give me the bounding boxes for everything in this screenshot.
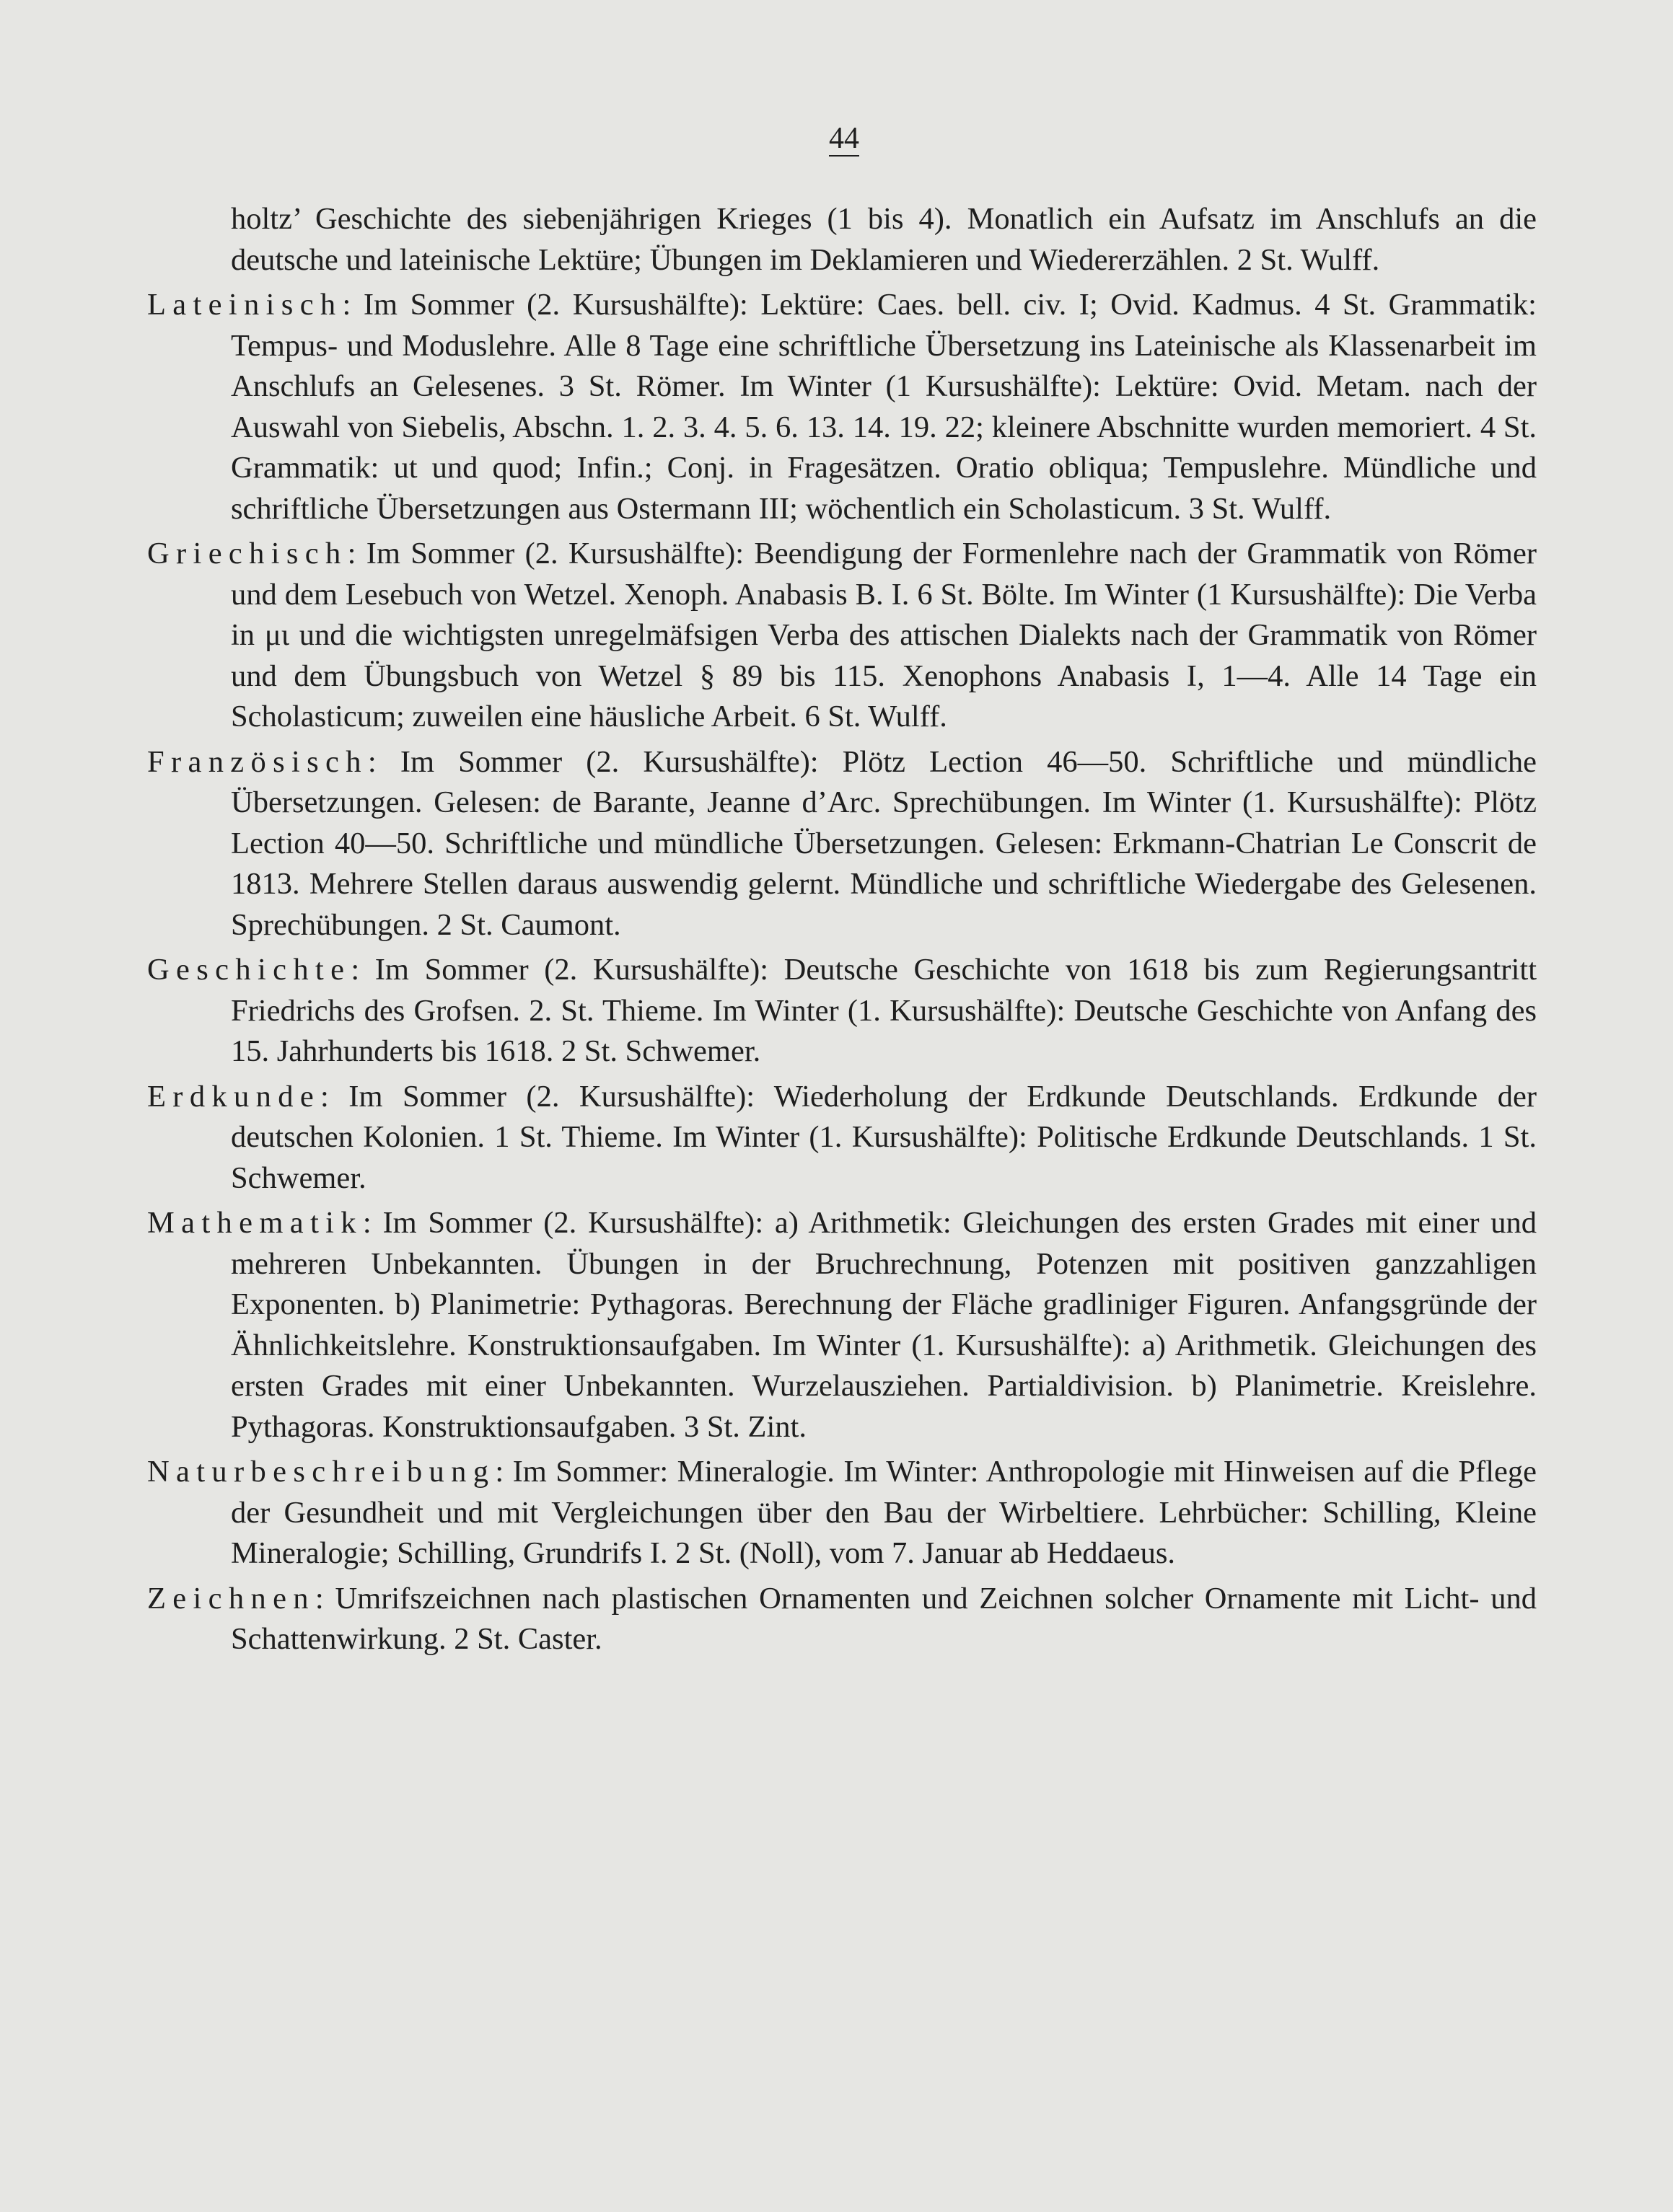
section-mathematik: Mathematik: Im Sommer (2. Kursushälfte): a) Arithmetik: Gleichungen des ersten Grades mit einer und mehreren Unbekannten. Übungen in der Bruchrechnung, Potenzen mit positiven ganzzahligen Exponenten. b) Planimetrie: Pythagoras. Berechnung der Fläche gradliniger Figuren. Anfangsgründe der Ähnlichkeitslehre. Konstruktionsaufgaben. Im Winter (1. Kursushälfte): a) Arithmetik. Gleichungen des ersten Grades mit einer Unbekannten. Wurzelausziehen. Partialdivision. b) Planimetrie. Kreislehre. Pythagoras. Konstruktionsaufgaben. 3 St. Zint. (147, 1206, 1537, 1444)
section-text: Im Sommer (2. Kursushälfte): Lektüre: Caes. bell. civ. I; Ovid. Kadmus. 4 St. Grammatik: Tempus- und Moduslehre. Alle 8 Tage eine schriftliche Übersetzung ins Lateinische als Klassenarbeit im Anschlufs an Gelesenes. 3 St. Römer. Im Winter (1 Kursushälfte): Lektüre: Ovid. Metam. nach der Auswahl von Siebelis, Abschn. 1. 2. 3. 4. 5. 6. 13. 14. 19. 22; kleinere Abschnitte wurden memoriert. 4 St. Grammatik: ut und quod; Infin.; Conj. in Fragesätzen. Oratio obliqua; Tempuslehre. Mündliche und schriftliche Übersetzungen aus Ostermann III; wöchentlich ein Scholasticum. 3 St. Wulff. (231, 288, 1537, 526)
subject-heading: Französisch (147, 744, 368, 779)
section-erdkunde: Erdkunde: Im Sommer (2. Kursushälfte): Wiederholung der Erdkunde Deutschlands. Erdkunde der deutschen Kolonien. 1 St. Thieme. Im Winter (1. Kursushälfte): Politische Erdkunde Deutschlands. 1 St. Schwemer. (147, 1079, 1537, 1195)
subject-heading: Zeichnen (147, 1581, 315, 1616)
section-text: Umrifszeichnen nach plastischen Ornamenten und Zeichnen solcher Ornamente mit Licht- und Schattenwirkung. 2 St. Caster. (231, 1581, 1537, 1656)
section-text: Im Sommer (2. Kursushälfte): a) Arithmetik: Gleichungen des ersten Grades mit einer und mehreren Unbekannten. Übungen in der Bruchrechnung, Potenzen mit positiven ganzzahligen Exponenten. b) Planimetrie: Pythagoras. Berechnung der Fläche gradliniger Figuren. Anfangsgründe der Ähnlichkeitslehre. Konstruktionsaufgaben. Im Winter (1. Kursushälfte): a) Arithmetik. Gleichungen des ersten Grades mit einer Unbekannten. Wurzelausziehen. Partialdivision. b) Planimetrie. Kreislehre. Pythagoras. Konstruktionsaufgaben. 3 St. Zint. (231, 1206, 1537, 1444)
section-geschichte: Geschichte: Im Sommer (2. Kursushälfte): Deutsche Geschichte von 1618 bis zum Regierungsantritt Friedrichs des Grofsen. 2. St. Thieme. Im Winter (1. Kursushälfte): Deutsche Geschichte von Anfang des 15. Jahrhunderts bis 1618. 2 St. Schwemer. (147, 953, 1537, 1068)
section-text: Im Sommer (2. Kursushälfte): Beendigung der Formenlehre nach der Grammatik von Römer und dem Lesebuch von Wetzel. Xenoph. Anabasis B. I. 6 St. Bölte. Im Winter (1 Kursushälfte): Die Verba in μι und die wichtigsten unregelmäfsigen Verba des attischen Dialekts nach der Grammatik von Römer und dem Übungsbuch von Wetzel § 89 bis 115. Xenophons Anabasis I, 1—4. Alle 14 Tage ein Scholasticum; zuweilen eine häusliche Arbeit. 6 St. Wulff. (231, 537, 1537, 733)
intro-paragraph: holtz’ Geschichte des siebenjährigen Krieges (1 bis 4). Monatlich ein Aufsatz im Anschlufs an die deutsche und lateinische Lektüre; Übungen im Deklamieren und Wiedererzählen. 2 St. Wulff. (231, 202, 1537, 277)
subject-heading: Erdkunde (147, 1079, 321, 1114)
section-franzoesisch: Französisch: Im Sommer (2. Kursushälfte): Plötz Lection 46—50. Schriftliche und mündliche Übersetzungen. Gelesen: de Barante, Jeanne d’Arc. Sprechübungen. Im Winter (1. Kursushälfte): Plötz Lection 40—50. Schriftliche und mündliche Übersetzungen. Gelesen: Erkmann-Chatrian Le Conscrit de 1813. Mehrere Stellen daraus auswendig gelernt. Mündliche und schriftliche Wiedergabe des Gelesenen. Sprechübungen. 2 St. Caumont. (147, 744, 1537, 942)
section-text: Im Sommer (2. Kursushälfte): Deutsche Geschichte von 1618 bis zum Regierungsantritt Friedrichs des Grofsen. 2. St. Thieme. Im Winter (1. Kursushälfte): Deutsche Geschichte von Anfang des 15. Jahrhunderts bis 1618. 2 St. Schwemer. (231, 953, 1537, 1068)
page-body (147, 199, 1537, 1665)
section-naturbeschreibung: Naturbeschreibung: Im Sommer: Mineralogie. Im Winter: Anthropologie mit Hinweisen auf die Pflege der Gesundheit und mit Vergleichungen über den Bau der Wirbeltiere. Lehrbücher: Schilling, Kleine Mineralogie; Schilling, Grundrifs I. 2 St. (Noll), vom 7. Januar ab Heddaeus. (147, 1455, 1537, 1570)
subject-heading: Mathematik (147, 1206, 363, 1240)
section-zeichnen: Zeichnen: Umrifszeichnen nach plastischen Ornamenten und Zeichnen solcher Ornamente mit Licht- und Schattenwirkung. 2 St. Caster. (147, 1581, 1537, 1656)
section-text: Im Sommer: Mineralogie. Im Winter: Anthropologie mit Hinweisen auf die Pflege der Gesundheit und mit Vergleichungen über den Bau der Wirbeltiere. Lehrbücher: Schilling, Kleine Mineralogie; Schilling, Grundrifs I. 2 St. (Noll), vom 7. Januar ab Heddaeus. (231, 1455, 1537, 1570)
subject-heading: Lateinisch (147, 288, 343, 322)
subject-heading: Geschichte (147, 953, 351, 987)
section-text: Im Sommer (2. Kursushälfte): Wiederholung der Erdkunde Deutschlands. Erdkunde der deutschen Kolonien. 1 St. Thieme. Im Winter (1. Kursushälfte): Politische Erdkunde Deutschlands. 1 St. Schwemer. (231, 1079, 1537, 1195)
section-griechisch: Griechisch: Im Sommer (2. Kursushälfte): Beendigung der Formenlehre nach der Grammatik von Römer und dem Lesebuch von Wetzel. Xenoph. Anabasis B. I. 6 St. Bölte. Im Winter (1 Kursushälfte): Die Verba in μι und die wichtigsten unregelmäfsigen Verba des attischen Dialekts nach der Grammatik von Römer und dem Übungsbuch von Wetzel § 89 bis 115. Xenophons Anabasis I, 1—4. Alle 14 Tage ein Scholasticum; zuweilen eine häusliche Arbeit. 6 St. Wulff. (147, 537, 1537, 733)
subject-heading: Griechisch (147, 537, 348, 570)
section-text: Im Sommer (2. Kursushälfte): Plötz Lection 46—50. Schriftliche und mündliche Übersetzungen. Gelesen: de Barante, Jeanne d’Arc. Sprechübungen. Im Winter (1. Kursushälfte): Plötz Lection 40—50. Schriftliche und mündliche Übersetzungen. Gelesen: Erkmann-Chatrian Le Conscrit de 1813. Mehrere Stellen daraus auswendig gelernt. Mündliche und schriftliche Wiedergabe des Gelesenen. Sprechübungen. 2 St. Caumont. (231, 744, 1537, 942)
page-number: 44 (829, 122, 859, 155)
section-lateinisch: Lateinisch: Im Sommer (2. Kursushälfte): Lektüre: Caes. bell. civ. I; Ovid. Kadmus. 4 St. Grammatik: Tempus- und Moduslehre. Alle 8 Tage eine schriftliche Übersetzung ins Lateinische als Klassenarbeit im Anschlufs an Gelesenes. 3 St. Römer. Im Winter (1 Kursushälfte): Lektüre: Ovid. Metam. nach der Auswahl von Siebelis, Abschn. 1. 2. 3. 4. 5. 6. 13. 14. 19. 22; kleinere Abschnitte wurden memoriert. 4 St. Grammatik: ut und quod; Infin.; Conj. in Fragesätzen. Oratio obliqua; Tempuslehre. Mündliche und schriftliche Übersetzungen aus Ostermann III; wöchentlich ein Scholasticum. 3 St. Wulff. (147, 288, 1537, 526)
subject-heading: Naturbeschreibung (147, 1455, 496, 1489)
